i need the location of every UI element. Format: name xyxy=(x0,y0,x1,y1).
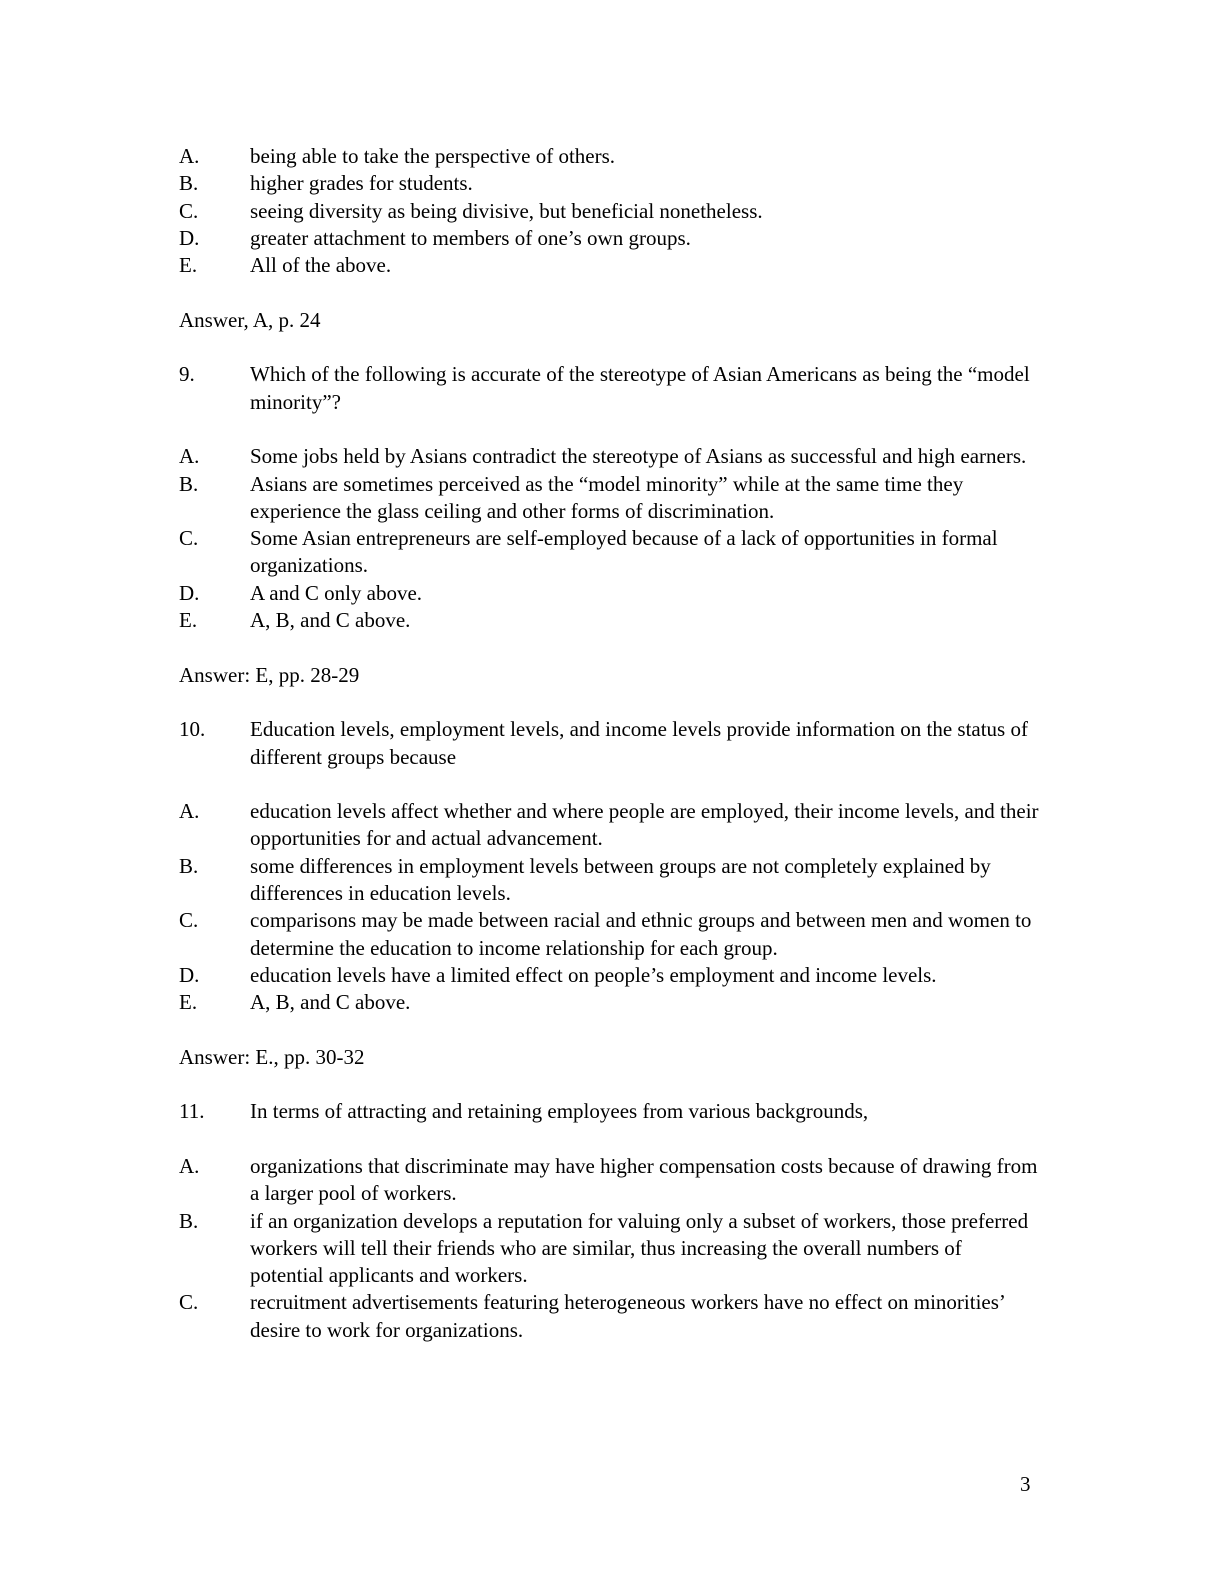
option-row xyxy=(179,962,1039,989)
option-row xyxy=(179,225,1039,252)
option-row xyxy=(179,170,1039,197)
option-text: some differences in employment levels between groups are not completely explained by differences in education levels. xyxy=(250,853,991,906)
option-label: D. xyxy=(179,580,200,605)
option-row xyxy=(179,580,1039,607)
option-text: if an organization develops a reputation for valuing only a subset of workers, those preferred workers will tell their friends who are similar, thus increasing the overall numbers of potential applicants and workers. xyxy=(250,1208,1029,1288)
question-10-options xyxy=(179,798,1039,1016)
option-text: education levels have a limited effect on people’s employment and income levels. xyxy=(250,962,937,987)
page-content xyxy=(179,143,1039,1344)
option-text: education levels affect whether and where people are employed, their income levels, and their opportunities for and actual advancement. xyxy=(250,799,1039,851)
option-label: D. xyxy=(179,225,200,250)
spacer xyxy=(179,1071,1039,1098)
option-text: All of the above. xyxy=(250,253,392,278)
question-8-options xyxy=(179,143,1039,279)
option-label: E. xyxy=(179,608,198,633)
question-11-options xyxy=(179,1153,1039,1344)
option-row xyxy=(179,443,1039,470)
spacer xyxy=(179,634,1039,661)
spacer xyxy=(179,279,1039,306)
question-number: 10. xyxy=(179,717,206,742)
option-label: C. xyxy=(179,908,199,933)
question-10 xyxy=(179,716,1039,771)
spacer xyxy=(179,771,1039,798)
option-row xyxy=(179,198,1039,225)
question-text: Education levels, employment levels, and income levels provide information on the status of different groups because xyxy=(250,717,1028,769)
option-text: Asians are sometimes perceived as the “model minority” while at the same time they experience the glass ceiling and other forms of discrimination. xyxy=(250,471,964,523)
option-label: B. xyxy=(179,1208,199,1233)
answer-line: Answer: E., pp. 30-32 xyxy=(179,1044,365,1069)
option-row xyxy=(179,798,1039,853)
option-row xyxy=(179,989,1039,1016)
option-row xyxy=(179,471,1039,526)
option-text: higher grades for students. xyxy=(250,171,473,196)
option-row xyxy=(179,143,1039,170)
option-row xyxy=(179,1153,1039,1208)
answer-line: Answer, A, p. 24 xyxy=(179,307,321,332)
option-text: recruitment advertisements featuring heterogeneous workers have no effect on minorities’ desire to work for organizations. xyxy=(250,1290,1005,1342)
question-9-options xyxy=(179,443,1039,634)
question-11 xyxy=(179,1098,1039,1125)
question-text: Which of the following is accurate of the stereotype of Asian Americans as being the “model minority”? xyxy=(250,362,1030,414)
option-label: B. xyxy=(179,853,199,878)
option-label: D. xyxy=(179,962,200,987)
option-text: seeing diversity as being divisive, but beneficial nonetheless. xyxy=(250,198,763,223)
option-label: A. xyxy=(179,1153,200,1178)
spacer xyxy=(179,334,1039,361)
question-number: 9. xyxy=(179,362,195,387)
option-row xyxy=(179,252,1039,279)
option-label: E. xyxy=(179,253,198,278)
option-label: E. xyxy=(179,990,198,1015)
option-text: A, B, and C above. xyxy=(250,608,411,633)
option-text: comparisons may be made between racial and ethnic groups and between men and women to determine the education to income relationship for each group. xyxy=(250,908,1032,960)
option-text: greater attachment to members of one’s own groups. xyxy=(250,225,691,250)
option-label: A. xyxy=(179,444,200,469)
option-row xyxy=(179,607,1039,634)
spacer xyxy=(179,689,1039,716)
spacer xyxy=(179,1017,1039,1044)
option-text: organizations that discriminate may have higher compensation costs because of drawing from a larger pool of workers. xyxy=(250,1153,1038,1206)
option-row xyxy=(179,1289,1039,1344)
option-text: Some jobs held by Asians contradict the stereotype of Asians as successful and high earners. xyxy=(250,444,1027,469)
option-text: A and C only above. xyxy=(250,580,423,605)
option-label: C. xyxy=(179,1290,199,1315)
option-label: A. xyxy=(179,144,200,168)
option-text: being able to take the perspective of others. xyxy=(250,144,616,168)
option-text: Some Asian entrepreneurs are self-employed because of a lack of opportunities in formal organizations. xyxy=(250,526,998,578)
option-label: A. xyxy=(179,799,200,824)
answer-line: Answer: E, pp. 28-29 xyxy=(179,662,360,687)
option-label: B. xyxy=(179,171,199,196)
question-number: 11. xyxy=(179,1099,205,1124)
option-row xyxy=(179,907,1039,962)
option-row xyxy=(179,853,1039,908)
page-number: 3 xyxy=(1020,1472,1031,1496)
option-label: B. xyxy=(179,471,199,496)
question-9 xyxy=(179,361,1039,416)
spacer xyxy=(179,416,1039,443)
spacer xyxy=(179,1126,1039,1153)
option-row xyxy=(179,1208,1039,1290)
option-label: C. xyxy=(179,198,199,223)
question-text: In terms of attracting and retaining employees from various backgrounds, xyxy=(250,1099,869,1124)
option-row xyxy=(179,525,1039,580)
option-label: C. xyxy=(179,526,199,551)
option-text: A, B, and C above. xyxy=(250,990,411,1015)
